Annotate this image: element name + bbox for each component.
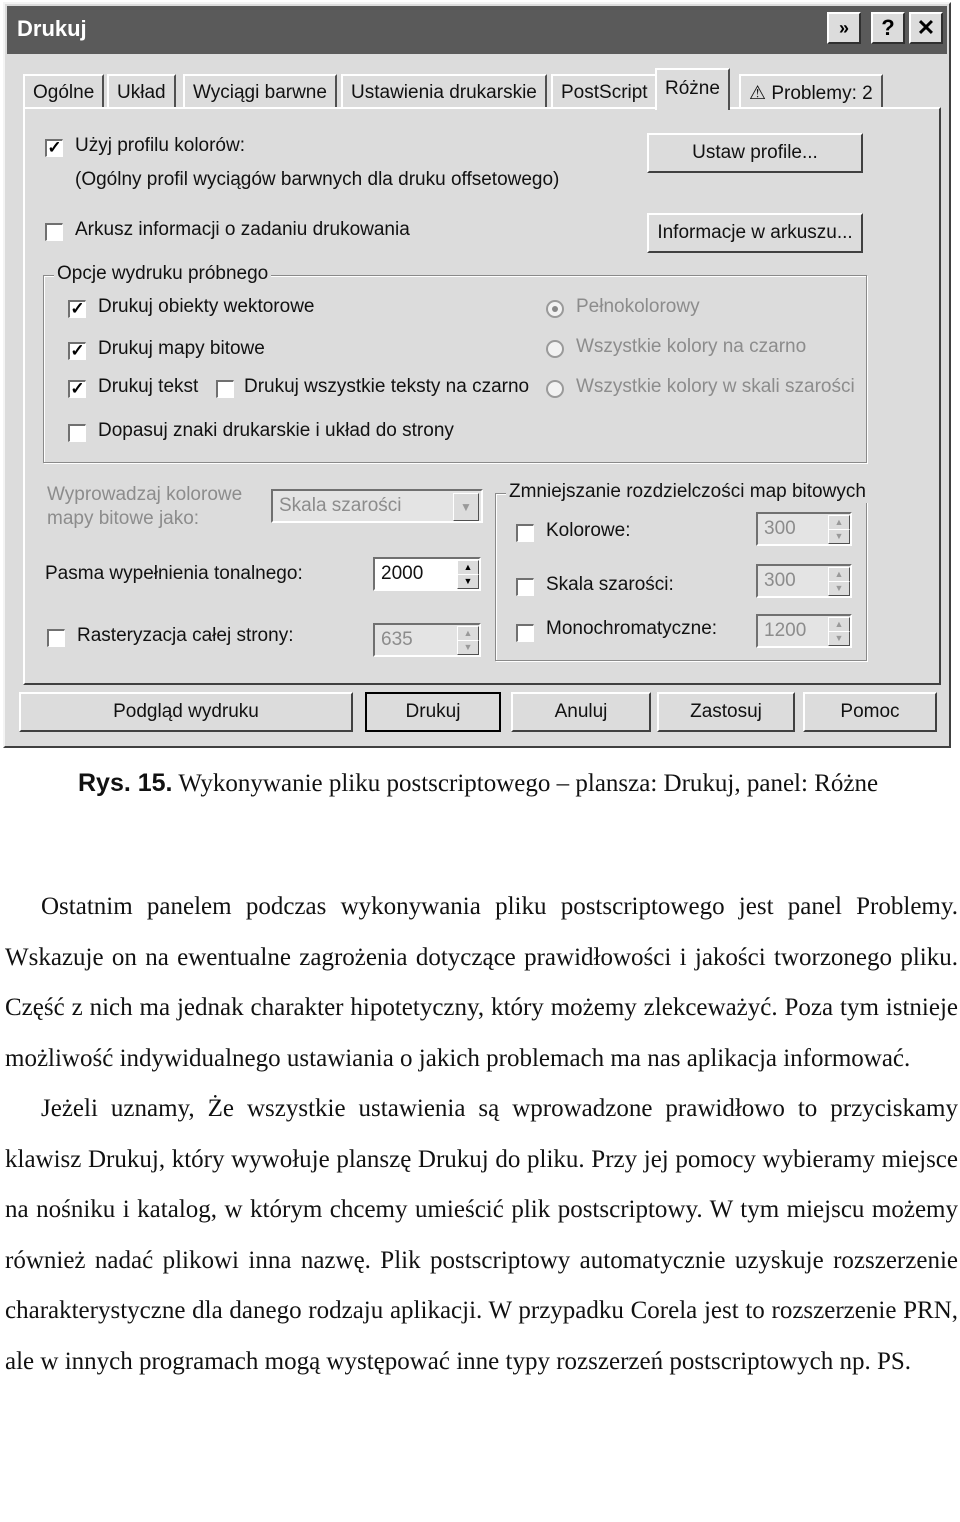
paragraph: Jeżeli uznamy, Że wszystkie ustawienia są wprowadzone prawidłowo to przyciskamy klawisz Drukuj, który wywołuje planszę Drukuj do pliku. Przy jej pomocy wybieramy miejsce na nośniku i katalog, w którym chcemy umieścić plik postscriptowy. W tym miejscu możemy również nadać plikowi inna nazwę. Plik postscriptowy automatycznie uzyskuje rozszerzenie charakterystyczne dla danego rodzaju aplikacji. W przypadku Corela jest to rozszerzenie PRN, ale w innych programach mogą występować inne typy rozszerzeń postscriptowych np. PS. — [5, 1095, 958, 1375]
print-vectors-label: Drukuj obiekty wektorowe — [98, 296, 315, 317]
body-text — [5, 882, 958, 1387]
print-button[interactable]: Drukuj — [365, 692, 501, 732]
downsample-color-checkbox[interactable] — [516, 524, 534, 542]
misc-panel — [23, 107, 941, 685]
downsample-mono-value: 1200 — [764, 620, 807, 641]
close-icon: ✕ — [916, 15, 936, 40]
spin-down-icon[interactable]: ▼ — [828, 581, 850, 596]
downsample-gray-value: 300 — [764, 570, 796, 591]
spin-down-icon[interactable]: ▼ — [828, 529, 850, 544]
sheet-info-button[interactable]: Informacje w arkuszu... — [647, 213, 863, 253]
figure-caption — [78, 766, 938, 801]
rasterize-dpi-spinner[interactable] — [455, 625, 479, 655]
all-grayscale-label: Wszystkie kolory w skali szarości — [576, 376, 855, 397]
figure-label: Rys. 15. — [78, 769, 173, 797]
use-color-profile-checkbox[interactable]: ✓ — [45, 139, 63, 157]
print-text-black-checkbox[interactable] — [216, 380, 234, 398]
downsample-title: Zmniejszanie rozdzielczości map bitowych — [506, 481, 869, 503]
tab-bar — [23, 68, 937, 108]
spin-up-icon[interactable]: ▲ — [828, 617, 850, 632]
downsample-gray-input[interactable] — [756, 564, 852, 598]
output-bitmaps-dropdown[interactable] — [271, 489, 483, 523]
tab-layout[interactable]: Układ — [107, 74, 176, 108]
fit-marks-checkbox[interactable] — [68, 424, 86, 442]
print-vectors-checkbox[interactable]: ✓ — [68, 300, 86, 318]
fountain-steps-input[interactable] — [373, 557, 481, 591]
downsample-color-value: 300 — [764, 518, 796, 539]
paragraph: Ostatnim panelem podczas wykonywania pliku postscriptowego jest panel Problemy. Wskazuje on na ewentualne zagrożenia dotyczące prawidłowości i jakości tworzonego pliku. Część z nich ma jednak charakter hipotetyczny, który możemy zlekceważyć. Poza tym istnieje możliwość indywidualnego ustawiania o jakich problemach ma nas aplikacja informować. — [5, 893, 958, 1072]
fountain-steps-label: Pasma wypełnienia tonalnego: — [45, 563, 303, 584]
chevron-down-icon: ▼ — [453, 493, 479, 521]
spin-up-icon[interactable]: ▲ — [457, 560, 479, 575]
spin-up-icon[interactable]: ▲ — [457, 626, 479, 641]
downsample-group — [495, 481, 867, 661]
spin-up-icon[interactable]: ▲ — [828, 515, 850, 530]
downsample-gray-label: Skala szarości: — [546, 574, 674, 595]
rasterize-dpi-input[interactable] — [373, 623, 481, 657]
full-color-label: Pełnokolorowy — [576, 296, 700, 317]
help-title-button[interactable]: ? — [871, 12, 905, 44]
downsample-mono-input[interactable] — [756, 614, 852, 648]
warning-icon: ⚠ — [749, 83, 767, 104]
spin-up-icon[interactable]: ▲ — [828, 567, 850, 582]
print-preview-button[interactable]: Podgląd wydruku — [19, 692, 353, 732]
dialog-title: Drukuj — [17, 16, 87, 41]
proof-options-title: Opcje wydruku próbnego — [54, 263, 271, 285]
spin-down-icon[interactable]: ▼ — [828, 631, 850, 646]
job-info-sheet-label: Arkusz informacji o zadaniu drukowania — [75, 219, 410, 240]
set-profiles-button[interactable]: Ustaw profile... — [647, 133, 863, 173]
spin-down-icon[interactable]: ▼ — [457, 640, 479, 655]
print-bitmaps-label: Drukuj mapy bitowe — [98, 338, 265, 359]
apply-button[interactable]: Zastosuj — [657, 692, 795, 732]
downsample-color-input[interactable] — [756, 512, 852, 546]
rasterize-page-checkbox[interactable] — [47, 629, 65, 647]
downsample-mono-checkbox[interactable] — [516, 624, 534, 642]
tab-separations[interactable]: Wyciągi barwne — [183, 74, 337, 108]
spin-down-icon[interactable]: ▼ — [457, 574, 479, 589]
all-black-label: Wszystkie kolory na czarno — [576, 336, 807, 357]
fountain-steps-spinner[interactable] — [455, 559, 479, 589]
tab-misc[interactable]: Różne — [655, 68, 730, 110]
rasterize-page-label: Rasteryzacja całej strony: — [77, 625, 294, 646]
downsample-mono-spinner[interactable] — [826, 616, 850, 646]
tab-prepress[interactable]: Ustawienia drukarskie — [341, 74, 547, 108]
figure-caption-text: Wykonywanie pliku postscriptowego – plansza: Drukuj, panel: Różne — [178, 770, 879, 797]
downsample-color-spinner[interactable] — [826, 514, 850, 544]
expand-button[interactable] — [827, 12, 861, 44]
all-grayscale-radio[interactable] — [546, 380, 564, 398]
print-text-checkbox[interactable]: ✓ — [68, 380, 86, 398]
full-color-radio[interactable] — [546, 300, 564, 318]
print-dialog — [3, 2, 951, 748]
double-chevron-icon: » — [838, 17, 849, 38]
proof-options-group — [43, 263, 867, 463]
help-button[interactable]: Pomoc — [803, 692, 937, 732]
rasterize-dpi-value: 635 — [381, 629, 413, 650]
job-info-sheet-checkbox[interactable] — [45, 223, 63, 241]
tab-issues-label: Problemy: 2 — [771, 83, 873, 104]
cancel-button[interactable]: Anuluj — [511, 692, 651, 732]
downsample-mono-label: Monochromatyczne: — [546, 618, 718, 639]
output-bitmaps-label: Wyprowadzaj kolorowe mapy bitowe jako: — [47, 484, 243, 529]
downsample-gray-checkbox[interactable] — [516, 578, 534, 596]
title-bar — [7, 6, 947, 54]
print-text-black-label: Drukuj wszystkie teksty na czarno — [244, 376, 530, 397]
print-bitmaps-checkbox[interactable]: ✓ — [68, 342, 86, 360]
tab-general[interactable]: Ogólne — [23, 74, 104, 108]
downsample-gray-spinner[interactable] — [826, 566, 850, 596]
close-button[interactable] — [909, 12, 943, 44]
tab-issues[interactable] — [739, 74, 883, 108]
output-bitmaps-value: Skala szarości — [279, 495, 402, 516]
downsample-color-label: Kolorowe: — [546, 520, 631, 541]
color-profile-name: (Ogólny profil wyciągów barwnych dla druku offsetowego) — [75, 169, 560, 190]
use-color-profile-label: Użyj profilu kolorów: — [75, 135, 245, 156]
fountain-steps-value: 2000 — [381, 563, 424, 584]
all-black-radio[interactable] — [546, 340, 564, 358]
fit-marks-label: Dopasuj znaki drukarskie i układ do strony — [98, 420, 454, 441]
print-text-label: Drukuj tekst — [98, 376, 199, 397]
tab-postscript[interactable]: PostScript — [551, 74, 658, 108]
